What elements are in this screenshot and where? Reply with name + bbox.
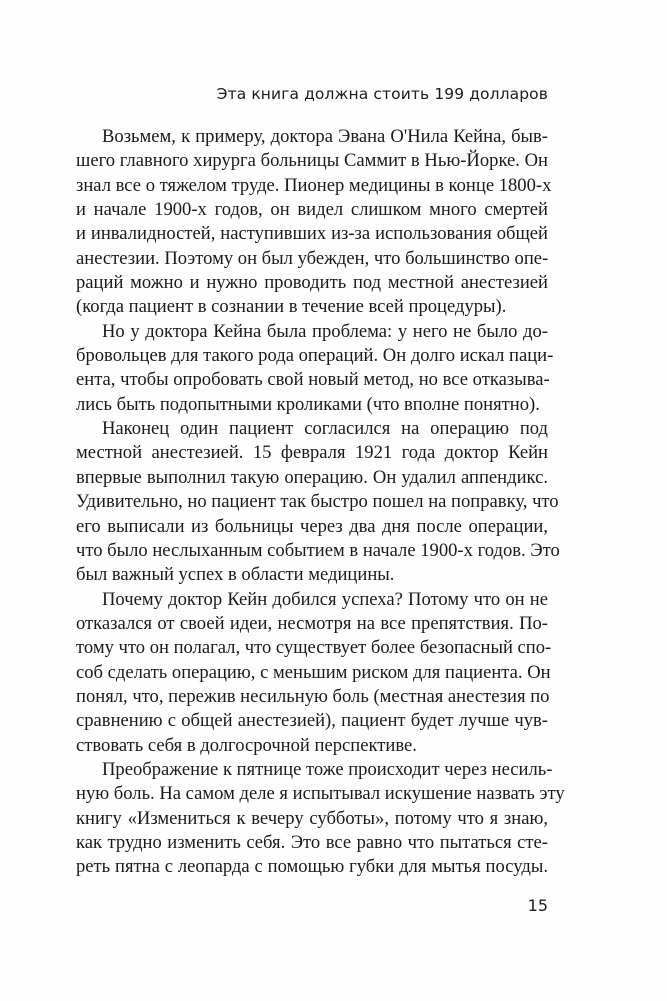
text-line: и начале 1900-х годов, он видел слишком много смертей xyxy=(76,199,548,221)
page-number: 15 xyxy=(527,896,548,915)
text-line: Удивительно, но пациент так быстро пошел на поправку, что xyxy=(76,491,559,513)
running-header: Эта книга должна стоить 199 долларов xyxy=(216,85,548,103)
text-line: соб сделать операцию, с меньшим риском для пациента. Он xyxy=(76,661,551,683)
text-line: лись быть подопытными кроликами (что вполне понятно). xyxy=(76,393,540,415)
text-line: местной анестезией. 15 февраля 1921 года доктор Кейн xyxy=(76,442,548,464)
text-line: сравнению с общей анестезией), пациент будет лучше чув- xyxy=(76,710,548,732)
text-line: Преображение к пятнице тоже происходит через несиль- xyxy=(102,758,553,780)
text-line: Возьмем, к примеру, доктора Эвана О'Нила Кейна, быв- xyxy=(102,126,548,147)
text-line: анестезии. Поэтому он был убежден, что большинство опе- xyxy=(76,247,549,269)
text-line: шего главного хирурга больницы Саммит в Нью-Йорке. Он xyxy=(76,150,548,172)
text-line: книгу «Измениться к вечеру субботы», потому что я знаю, xyxy=(76,807,548,829)
paragraph-1 xyxy=(76,125,552,320)
text-line: его выписали из больницы через два дня после операции, xyxy=(76,515,548,537)
text-line: Почему доктор Кейн добился успеха? Потому что он не xyxy=(102,588,548,610)
text-line: реть пятна с леопарда с помощью губки для мытья посуды. xyxy=(76,856,548,878)
text-line: (когда пациент в сознании в течение всей процедуры). xyxy=(76,296,507,318)
paragraph-2 xyxy=(76,320,554,417)
paragraph-3 xyxy=(76,417,560,587)
text-line: ента, чтобы опробовать свой новый метод, но все отказыва- xyxy=(76,369,550,391)
text-line: раций можно и нужно проводить под местной анестезией xyxy=(76,272,548,294)
text-line: бровольцев для такого рода операций. Он долго искал паци- xyxy=(76,345,554,367)
text-line: и инвалидностей, наступивших из-за использования общей xyxy=(76,223,548,245)
text-line: ствовать себя в долгосрочной перспективе. xyxy=(76,734,417,756)
text-line: тому что он полагал, что существует более безопасный спо- xyxy=(76,637,552,659)
text-line: как трудно изменить себя. Это все равно что пытаться сте- xyxy=(76,831,548,853)
text-line: впервые выполнил такую операцию. Он удалил аппендикс. xyxy=(76,466,548,488)
text-line: был важный успех в области медицины. xyxy=(76,564,395,586)
text-line: Наконец один пациент согласился на операцию под xyxy=(102,418,548,440)
paragraph-4 xyxy=(76,588,552,758)
text-line: знал все о тяжелом труде. Пионер медицины в конце 1800-х xyxy=(76,174,552,196)
text-line: Но у доктора Кейна была проблема: у него не было до- xyxy=(102,320,548,342)
text-line: понял, что, пережив несильную боль (местная анестезия по xyxy=(76,685,550,707)
body-text xyxy=(76,125,565,880)
text-line: отказался от своей идеи, несмотря на все препятствия. По- xyxy=(76,612,548,634)
text-line: ную боль. На самом деле я испытывал искушение назвать эту xyxy=(76,783,565,805)
paragraph-5 xyxy=(76,758,565,880)
text-line: что было неслыханным событием в начале 1900-х годов. Это xyxy=(76,539,560,561)
